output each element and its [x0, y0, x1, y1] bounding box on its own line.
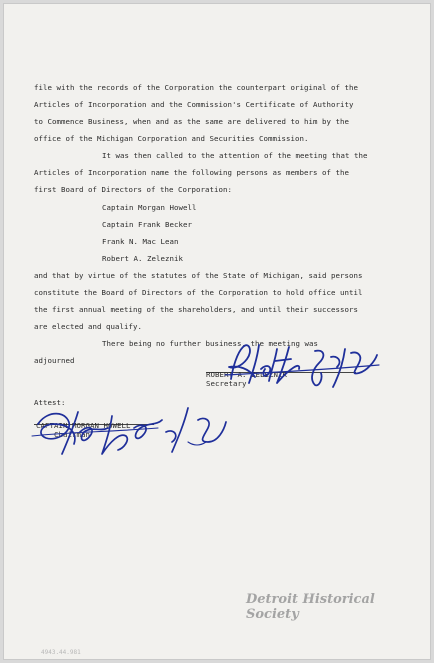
director-name: Robert A. Zeleznik: [102, 254, 183, 263]
archive-stamp: 4943.44.981: [41, 649, 81, 656]
director-name: Captain Morgan Howell: [102, 203, 197, 212]
body-line: constitute the Board of Directors of the Corporation to hold office until: [34, 288, 363, 297]
body-line: adjourned: [34, 356, 75, 365]
watermark-text: Detroit Historical Society: [246, 592, 375, 622]
body-line: office of the Michigan Corporation and Securities Commission.: [34, 134, 309, 143]
director-name: Frank N. Mac Lean: [102, 237, 179, 246]
document-page: [3, 3, 431, 660]
body-line: the first annual meeting of the shareholders, and until their successors: [34, 305, 358, 314]
chairman-name: CAPTAIN MORGAN HOWELL: [36, 421, 131, 430]
attest-label: Attest:: [34, 398, 66, 407]
body-line: It was then called to the attention of the meeting that the: [102, 151, 368, 160]
secretary-name: ROBERT A. ZELEZNIK: [206, 370, 287, 379]
body-line: There being no further business, the meeting was: [102, 339, 318, 348]
body-line: to Commence Business, when and as the same are delivered to him by the: [34, 117, 349, 126]
chairman-signature: [28, 402, 238, 462]
body-line: Articles of Incorporation and the Commission's Certificate of Authority: [34, 100, 354, 109]
body-line: file with the records of the Corporation the counterpart original of the: [34, 83, 358, 92]
body-line: Articles of Incorporation name the following persons as members of the: [34, 168, 349, 177]
director-name: Captain Frank Becker: [102, 220, 192, 229]
body-line: first Board of Directors of the Corporation:: [34, 185, 232, 194]
body-line: and that by virtue of the statutes of the State of Michigan, said persons: [34, 271, 363, 280]
body-line: are elected and qualify.: [34, 322, 142, 331]
chairman-title: Chairman: [54, 430, 90, 439]
secretary-title: Secretary: [206, 379, 247, 388]
secretary-signature: [219, 339, 389, 389]
